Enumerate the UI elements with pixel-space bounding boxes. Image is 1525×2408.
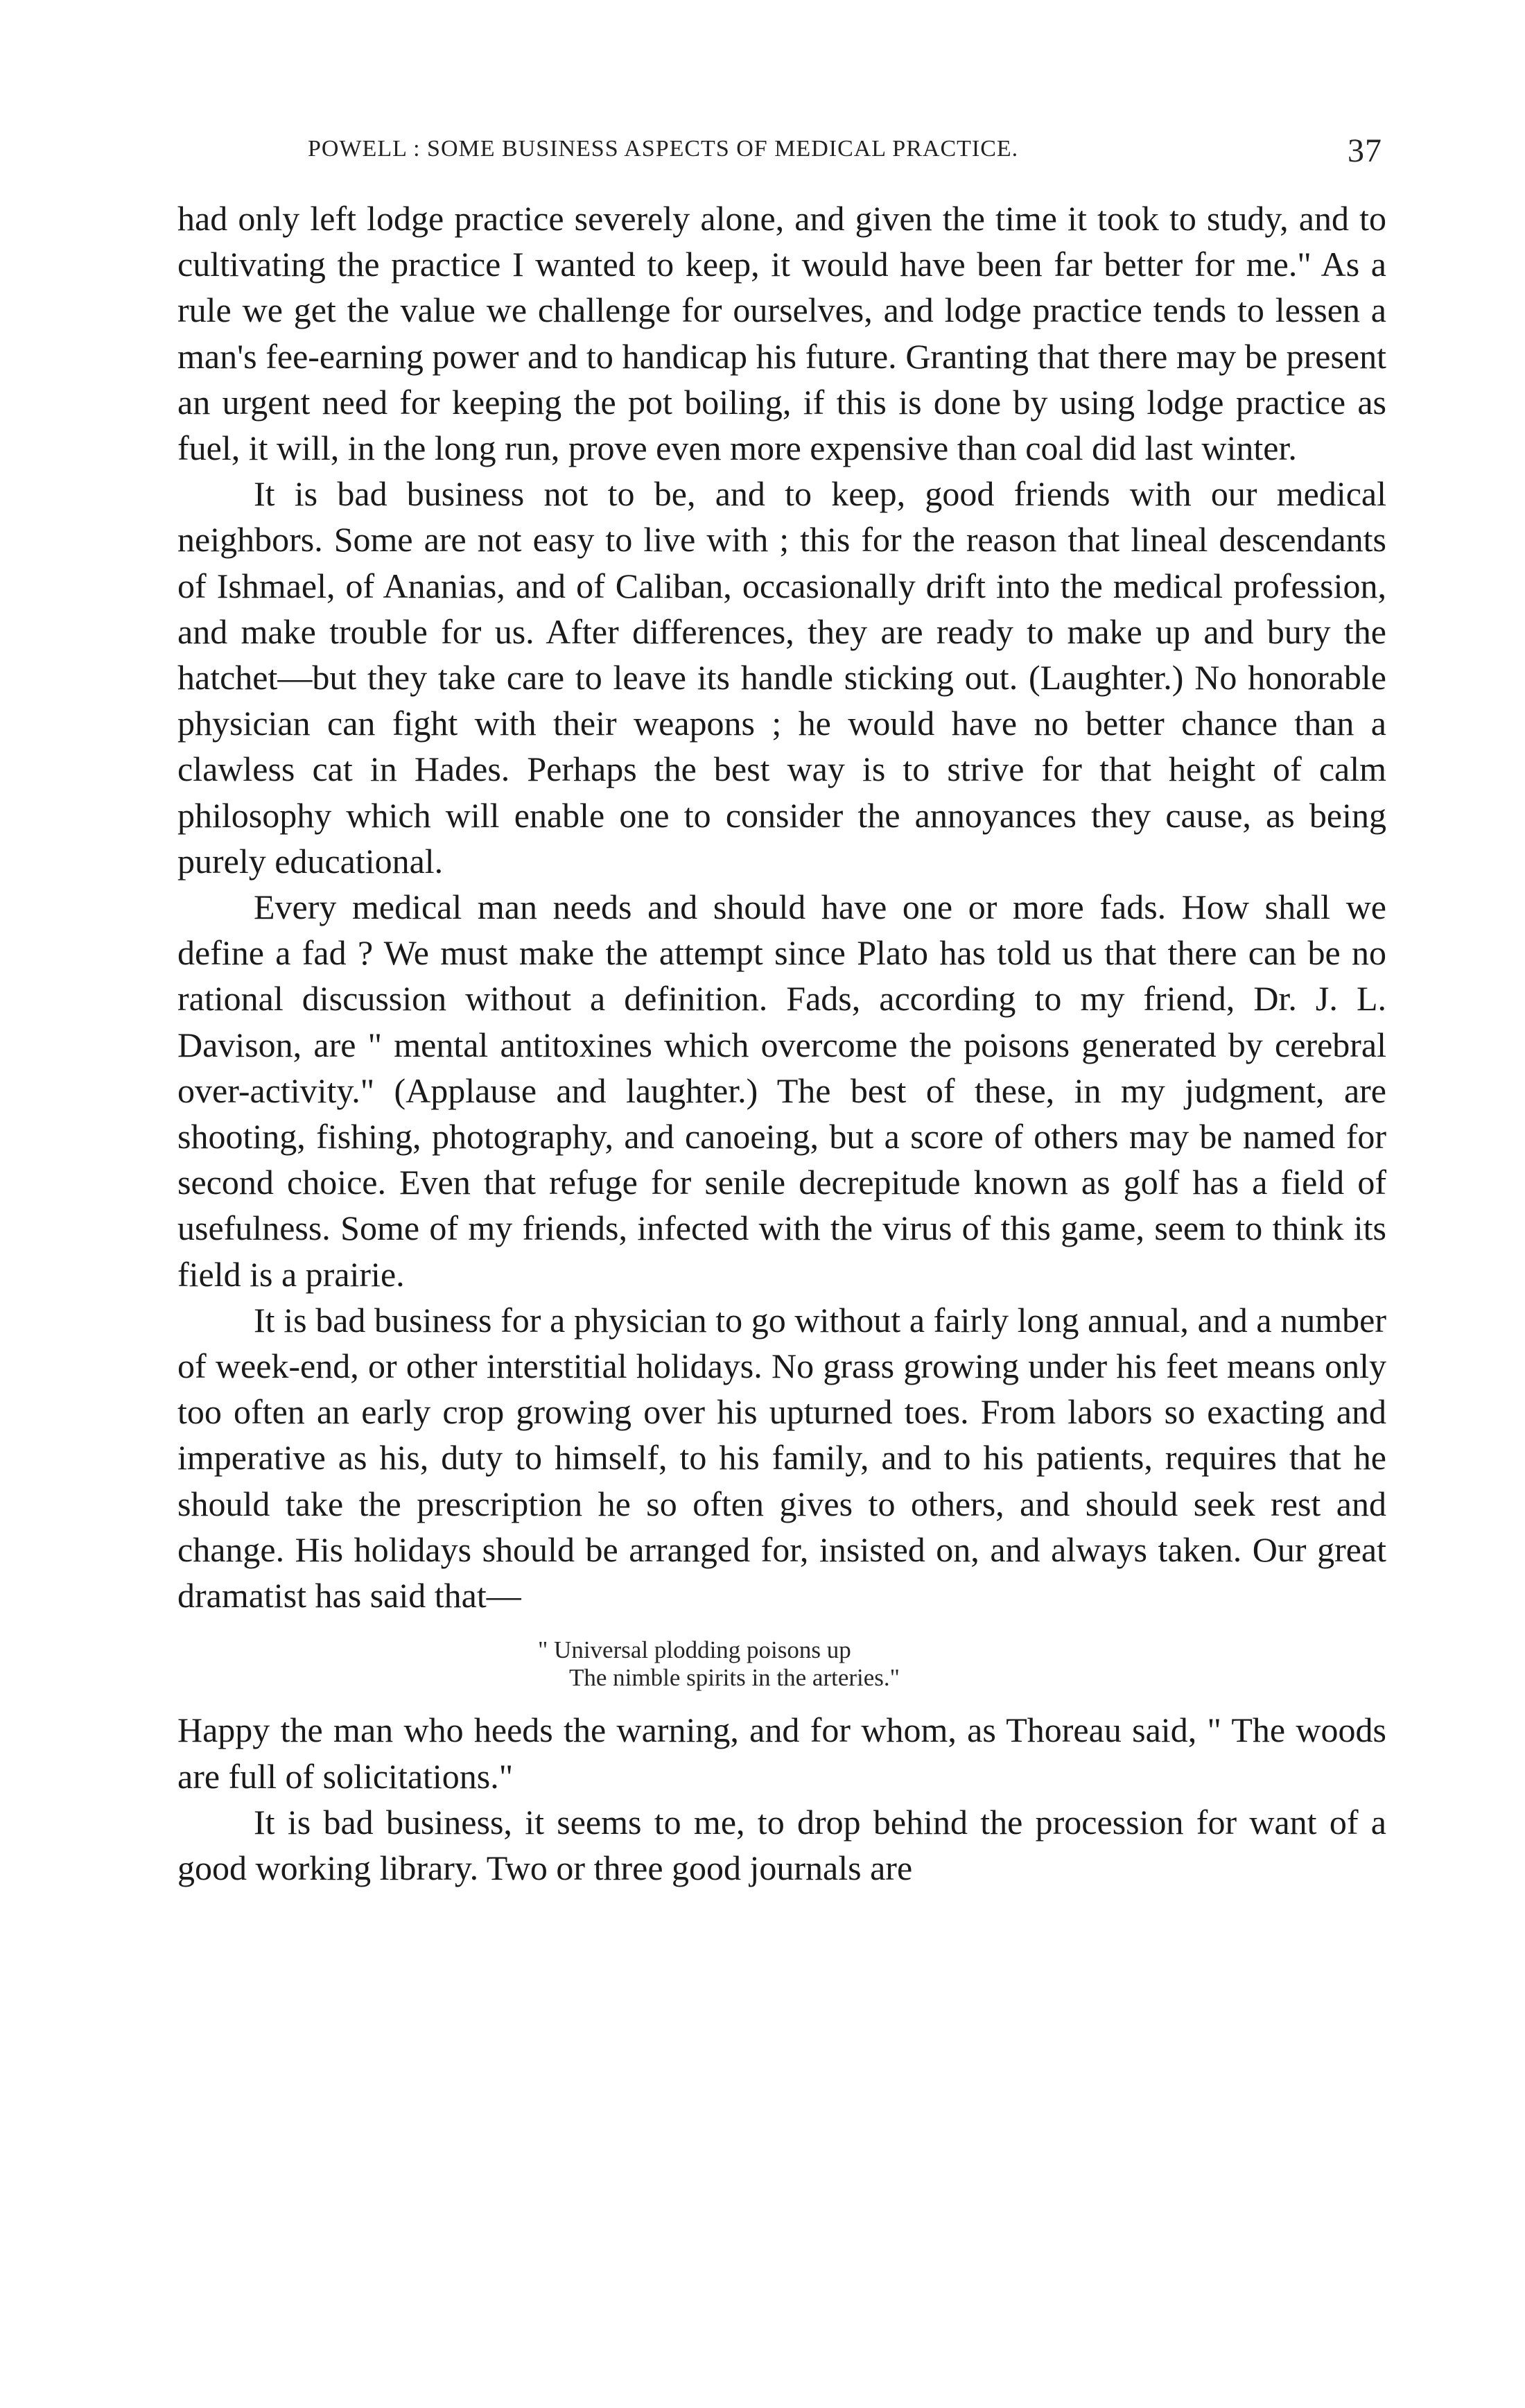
paragraph-fads: Every medical man needs and should have one or more fads. How shall we define a fad ? We must make the attempt since Plato has told us that there can be no rational discussion without a definition. Fads, according to my friend, Dr. J. L. Davison, are " mental antitoxines which overcome the poisons generated by cerebral over-activity." (Applause and laughter.) The best of these, in my judgment, are shooting, fishing, photography, and canoeing, but a score of others may be named for second choice. Even that refuge for senile decrepitude known as golf has a field of usefulness. Some of my friends, infected with the virus of this game, seem to think its field is a prairie. — [177, 887, 1386, 1294]
running-header — [258, 132, 1382, 172]
running-title: POWELL : SOME BUSINESS ASPECTS OF MEDICAL PRACTICE. — [308, 136, 1019, 162]
paragraph-after-quote: Happy the man who heeds the warning, and for whom, as Thoreau said, " The woods are full of solicitations." — [177, 1710, 1386, 1796]
paragraph-library: It is bad business, it seems to me, to drop behind the procession for want of a good working library. Two or three good journals are — [177, 1802, 1386, 1887]
paragraph-continued: had only left lodge practice severely alone, and given the time it took to study, and to cultivating the practice I wanted to keep, it would have been far better for me." As a rule we get the value we challenge for ourselves, and lodge practice tends to lessen a man's fee-earning power and to handicap his future. Granting that there may be present an urgent need for keeping the pot boiling, if this is done by using lodge practice as fuel, it will, in the long run, prove even more expensive than coal did last winter. — [177, 199, 1386, 468]
page-number: 37 — [1348, 132, 1382, 169]
quotation-line: " Universal plodding poisons up — [538, 1636, 851, 1664]
quotation-block — [177, 1636, 1386, 1692]
quotation-line: The nimble spirits in the arteries." — [569, 1664, 900, 1692]
paragraph-medical-neighbors: It is bad business not to be, and to keep, good friends with our medical neighbors. Some are not easy to live with ; this for the reason that lineal descendants of Ishmael, of Ananias, and of Caliban, occasionally drift into the medical profession, and make trouble for us. After differences, they are ready to make up and bury the hatchet—but they take care to leave its handle sticking out. (Laughter.) No honorable physician can fight with their weapons ; he would have no better chance than a clawless cat in Hades. Perhaps the best way is to strive for that height of calm philosophy which will enable one to consider the annoyances they cause, as being purely educational. — [177, 474, 1386, 881]
paragraph-holidays: It is bad business for a physician to go without a fairly long annual, and a number of week-end, or other interstitial holidays. No grass growing under his feet means only too often an early crop growing over his upturned toes. From labors so exacting and imperative as his, duty to himself, to his family, and to his patients, requires that he should take the prescription he so often gives to others, and should seek rest and change. His holidays should be arranged for, insisted on, and always taken. Our great dramatist has said that— — [177, 1300, 1386, 1616]
body-text — [177, 196, 1386, 1891]
